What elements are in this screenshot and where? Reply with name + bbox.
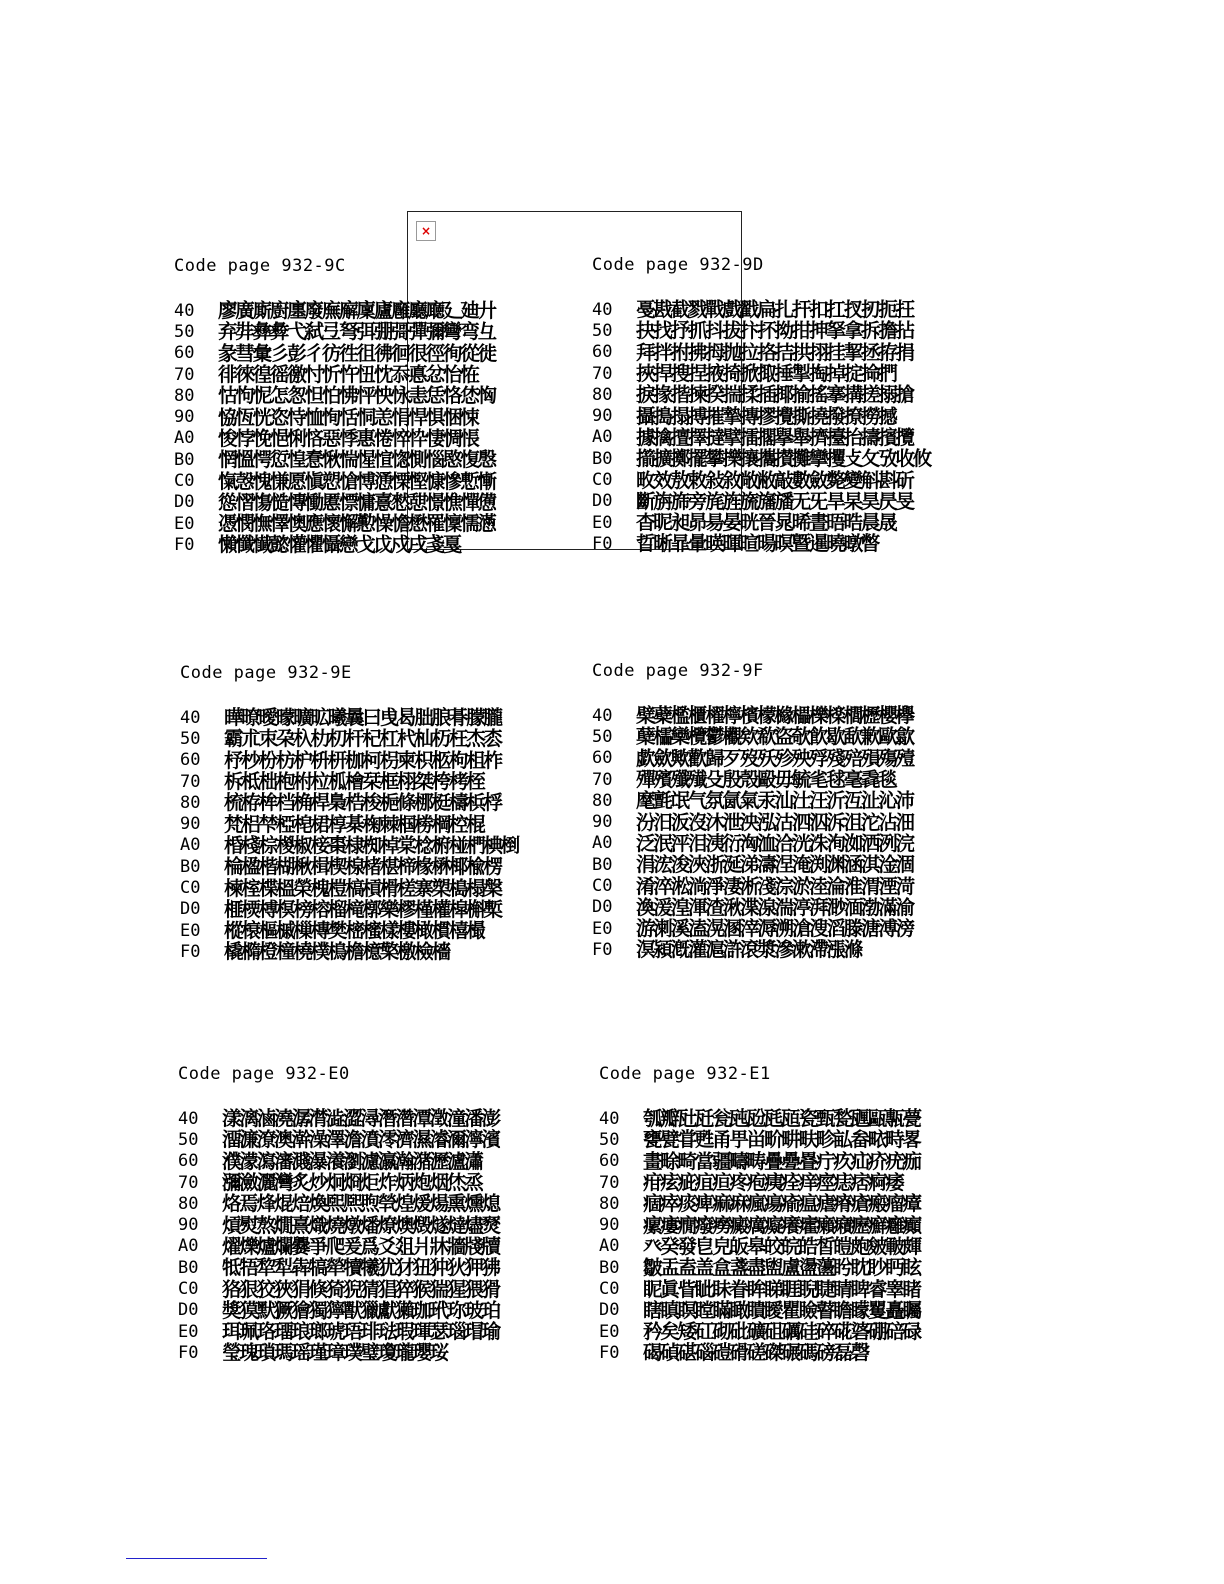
row-characters: 樅榱樞槭樔槫樊樒櫁樣樓橄樌橲樶 — [224, 919, 484, 943]
code-row — [180, 920, 580, 941]
code-row — [174, 406, 574, 427]
row-characters: 柝柢柮枹柎柆柧檜栞框栩桀桍栲桎 — [224, 770, 484, 794]
footnote-rule — [126, 1558, 267, 1559]
code-row — [592, 833, 992, 854]
row-code: A0 — [592, 833, 613, 854]
row-code: A0 — [592, 427, 613, 448]
row-characters: 斷旃旆旁旄旌旒旛旙无旡旱杲昊昃旻 — [636, 489, 913, 513]
code-row — [178, 1214, 578, 1235]
row-characters: 攝搗搨搏摧摯摶摎攪撕撓撥撩撈撼 — [636, 404, 896, 428]
code-row — [178, 1129, 578, 1150]
row-code: 40 — [174, 300, 195, 321]
code-row — [599, 1278, 999, 1299]
row-characters: 痼瘁痰痺痲痳瘋瘍瘉瘟瘧瘠瘡瘢瘤瘴 — [643, 1192, 920, 1216]
row-code: 60 — [592, 342, 613, 363]
row-code: A0 — [599, 1236, 620, 1257]
code-row — [592, 918, 992, 939]
row-characters: 疳痃疵疽疸疼疱痍痊痒痙痣痞痾痿 — [643, 1171, 903, 1195]
row-code: 90 — [178, 1215, 199, 1236]
row-code: F0 — [592, 533, 613, 554]
code-row — [592, 533, 992, 554]
row-code: 80 — [599, 1193, 620, 1214]
code-table-title: Code page 932-9F — [592, 661, 764, 681]
code-row — [592, 342, 992, 363]
code-row — [180, 728, 580, 749]
code-row — [592, 299, 992, 320]
broken-image-icon: × — [416, 221, 436, 241]
row-characters: 恊恆恍恣恃恤恂恬恫恙悁悍惧悃悚 — [218, 405, 478, 429]
code-row — [180, 813, 580, 834]
code-row — [592, 427, 992, 448]
code-row — [178, 1236, 578, 1257]
row-code: B0 — [180, 856, 201, 877]
row-code: 70 — [599, 1172, 620, 1193]
row-code: 90 — [180, 814, 201, 835]
row-characters: 徘徠徨徭徼忖忻忤忸忱忝悳忿怡恠 — [218, 363, 478, 387]
code-row — [178, 1321, 578, 1342]
code-row — [174, 343, 574, 364]
code-table-e1 — [599, 1064, 999, 1364]
code-row — [178, 1108, 578, 1129]
row-code: C0 — [180, 878, 201, 899]
row-characters: 惘慍愕愆惶惷愀惴惺愃愡惻惱愍愎慇 — [218, 448, 495, 472]
row-code: 80 — [592, 790, 613, 811]
row-code: B0 — [592, 854, 613, 875]
code-row — [599, 1321, 999, 1342]
code-table-title: Code page 932-9E — [180, 663, 352, 683]
row-characters: 晢晰暃暈暎暉暄暘暝曁暹曉暾暼 — [636, 532, 879, 556]
row-characters: 懶懺懴懿懽懼懾戀戈戉戍戌戔戛 — [218, 533, 461, 557]
row-characters: 杳昵昶昴昜晏晄晉晁晞晝晤晧晨晟 — [636, 511, 896, 535]
row-characters: 畋效敖敕敍敘敞敝敲數斂斃變斛斟斫 — [636, 468, 913, 492]
code-row — [180, 771, 580, 792]
row-code: 80 — [174, 385, 195, 406]
code-table-9c — [174, 256, 574, 556]
row-characters: 畫畭畸當疆疇畴疊疉疂疔疚疝疥疣痂 — [643, 1149, 920, 1173]
row-characters: 珥珮珞璢琅瑯琥珸琲琺瑕琿瑟瑙瑁瑜 — [222, 1320, 499, 1344]
row-characters: 燿爍爐爛爨爭爬爰爲爻爼爿牀牆牋牘 — [222, 1234, 499, 1258]
row-characters: 癶癸發皀皃皈皋皎皖皓皙皚皰皴皸皹 — [643, 1234, 920, 1258]
row-characters: 榧樮榑榠榜榕榴槞槨樂樛槿權槹槲槧 — [224, 897, 501, 921]
code-row — [180, 750, 580, 771]
row-characters: 拜拌拊拂拇抛拉挌拮拱挧挂挈拯拵捐 — [636, 340, 913, 364]
row-characters: 霸朮朿朶杁朸朷杆杞杠杙杣杤枉杰枩 — [224, 727, 501, 751]
row-characters: 廖廣廝廚廛廢廡廨廩廬廱廳廰廴廸廾 — [218, 299, 495, 323]
row-code: C0 — [592, 470, 613, 491]
row-characters: 熕熨熬燗熹熾燒燉燔燎燠燬燧燵燼燹 — [222, 1213, 499, 1237]
code-row — [180, 707, 580, 728]
row-characters: 瞎瞋瞑瞠瞞瞰瞶瞹瞿瞼瞽瞻矇矍矗矚 — [643, 1298, 920, 1322]
row-code: B0 — [174, 449, 195, 470]
row-characters: 渙湲湟渾渣湫渫湶湍渟湃渺湎渤滿渝 — [636, 895, 913, 919]
row-code: 70 — [592, 363, 613, 384]
code-row — [592, 875, 992, 896]
row-characters: 楝榁楪榲榮槐榿槁槓榾槎寨槊槝榻槃 — [224, 876, 501, 900]
row-code: 50 — [592, 726, 613, 747]
row-code: 80 — [178, 1193, 199, 1214]
code-row — [174, 513, 574, 534]
row-code: C0 — [174, 471, 195, 492]
row-characters: 悛悖悗悒悧悋惡悸惠惓悴忰悽惆悵 — [218, 426, 478, 450]
code-table-rows — [178, 1108, 578, 1364]
row-characters: 棔棧棕椶椒椄棗棣椥棹棠棯椨椪椚椣椡 — [224, 833, 519, 857]
row-code: 90 — [174, 407, 195, 428]
code-row — [592, 939, 992, 960]
row-characters: 據擒擅擇撻擘擂擱擧舉擠擡抬擣擯攬 — [636, 425, 913, 449]
code-table-title: Code page 932-9C — [174, 256, 346, 276]
row-characters: 愾愨愧慊愿愼愬愴愽慂慄慳慷慘慙慚 — [218, 469, 495, 493]
code-row — [180, 856, 580, 877]
code-row — [174, 534, 574, 555]
row-characters: 橇橢橙橦橈樸樢檐檍檠檄檢檣 — [224, 940, 449, 964]
row-code: 80 — [592, 384, 613, 405]
row-code: D0 — [599, 1300, 620, 1321]
row-code: B0 — [599, 1257, 620, 1278]
row-characters: 彖彗彙彡彭彳彷徃徂彿徊很徑徇從徙 — [218, 341, 495, 365]
row-code: D0 — [174, 492, 195, 513]
row-characters: 澑濂潦澳澣澡澤澹濆澪濟濕濬濔濘濱 — [222, 1128, 499, 1152]
row-code: D0 — [592, 897, 613, 918]
row-code: E0 — [599, 1321, 620, 1342]
code-row — [592, 448, 992, 469]
row-characters: 皺盂盍盖盒盞盡盥盧盪蘯盻眈眇眄眩 — [643, 1256, 920, 1280]
code-row — [592, 405, 992, 426]
code-row — [180, 835, 580, 856]
row-code: 90 — [599, 1215, 620, 1236]
code-row — [180, 792, 580, 813]
row-characters: 汾汨汳沒沐泄泱泓沽泗泅泝沮沱沾沺 — [636, 810, 913, 834]
code-table-title: Code page 932-9D — [592, 255, 764, 275]
code-row — [174, 492, 574, 513]
row-characters: 獎獏默獗獪獨獰獸獵獻獺珈玳珎玻珀 — [222, 1298, 499, 1322]
code-row — [592, 790, 992, 811]
row-characters: 濮濛瀉瀋濺瀑瀁瀏濾瀛瀚潴瀝瀘瀟 — [222, 1149, 482, 1173]
row-code: 70 — [174, 364, 195, 385]
row-code: 90 — [592, 812, 613, 833]
row-characters: 矜矣矮矼砌砒礦砠礪硅碎硴碆硼碚碌 — [643, 1320, 920, 1344]
row-code: 50 — [174, 321, 195, 342]
code-table-rows — [174, 300, 574, 556]
row-characters: 涓浤浚浹浙涎涕濤涅淹渕渊涵淇淦涸 — [636, 853, 913, 877]
row-code: 50 — [592, 320, 613, 341]
code-row — [599, 1300, 999, 1321]
row-code: 50 — [180, 728, 201, 749]
code-row — [599, 1108, 999, 1129]
row-characters: 瘰瘻癇癈癆癜癘癡癢癨癩癪癧癬癰癲 — [643, 1213, 920, 1237]
code-row — [599, 1172, 999, 1193]
row-code: 40 — [592, 705, 613, 726]
code-row — [592, 469, 992, 490]
code-table-title: Code page 932-E0 — [178, 1064, 350, 1084]
code-row — [178, 1257, 578, 1278]
row-characters: 曄暸曖曚曠昿曦曩曰曵曷朏朖朞朦朧 — [224, 706, 501, 730]
row-code: E0 — [592, 512, 613, 533]
code-row — [599, 1193, 999, 1214]
code-row — [174, 364, 574, 385]
code-table-rows — [599, 1108, 999, 1364]
row-characters: 檗蘗檻櫃櫂檸檳檬櫞櫑櫟檪櫚櫪櫻欅 — [636, 704, 913, 728]
code-row — [592, 512, 992, 533]
code-table-9e — [180, 663, 580, 963]
row-code: F0 — [174, 534, 195, 555]
code-row — [178, 1193, 578, 1214]
row-characters: 牴牾犂犁犇犒犖犢犧犹犲狃狆狄狎狒 — [222, 1256, 499, 1280]
row-code: A0 — [174, 428, 195, 449]
row-code: D0 — [180, 899, 201, 920]
code-row — [174, 449, 574, 470]
code-table-title: Code page 932-E1 — [599, 1064, 771, 1084]
code-row — [592, 769, 992, 790]
row-code: A0 — [178, 1236, 199, 1257]
code-row — [174, 385, 574, 406]
row-characters: 怙怐怩怎怱怛怕怫怦怏怺恚恁恪恷恟 — [218, 384, 495, 408]
code-table-rows — [180, 707, 580, 963]
row-code: E0 — [180, 920, 201, 941]
row-code: D0 — [592, 491, 613, 512]
code-row — [174, 300, 574, 321]
row-code: B0 — [178, 1257, 199, 1278]
row-code: 60 — [599, 1151, 620, 1172]
row-characters: 挾捍搜捏掖掎掀掫捶掣掏掉掟掵捫 — [636, 362, 896, 386]
code-row — [180, 899, 580, 920]
row-characters: 蘖櫺欒欖鬱欟欸欷盜欹飮歇歃歉歐歙 — [636, 725, 913, 749]
row-code: 50 — [178, 1129, 199, 1150]
code-row — [599, 1257, 999, 1278]
row-code: 90 — [592, 406, 613, 427]
row-code: 60 — [592, 748, 613, 769]
row-code: 50 — [599, 1129, 620, 1150]
code-row — [599, 1129, 999, 1150]
row-characters: 瑩瑰瑣瑪瑶瑾璋璞璧瓊瓏瓔珱 — [222, 1341, 447, 1365]
row-code: 40 — [599, 1108, 620, 1129]
row-code: 70 — [178, 1172, 199, 1193]
code-table-9d — [592, 255, 992, 555]
code-table-e0 — [178, 1064, 578, 1364]
row-code: 40 — [180, 707, 201, 728]
row-characters: 淆淬淞淌淨淒淅淺淙淤淕淪淮渭湮渮 — [636, 874, 913, 898]
row-characters: 殫殯殲殱殳殷殼毆毋毓毟毬毫毳毯 — [636, 768, 896, 792]
row-code: F0 — [592, 939, 613, 960]
row-characters: 梵梠梺椏梍桾椁棊椈棘椢椦棡椌棍 — [224, 812, 484, 836]
code-row — [592, 726, 992, 747]
code-table-rows — [592, 299, 992, 555]
code-row — [178, 1278, 578, 1299]
row-characters: 戞戡截戮戰戲戳扁扎扞扣扛扠扨扼抂 — [636, 298, 913, 322]
row-characters: 狢狠狡狹狷倏猗猊猜猖猝猴猯猩猥猾 — [222, 1277, 499, 1301]
row-characters: 杼杪枌枋枦枡枅枷柯枴柬枳柩枸柤柞 — [224, 748, 501, 772]
row-characters: 捩掾揩揀揆揣揉插揶揄搖搴搆搓搦搶 — [636, 383, 913, 407]
row-characters: 漾漓滷澆潺潸澁澀潯潛濳潭澂潼潘澎 — [222, 1107, 499, 1131]
code-row — [592, 320, 992, 341]
code-row — [599, 1151, 999, 1172]
row-characters: 抉找抒抓抖拔抃抔拗拑抻拏拿拆擔拈 — [636, 319, 913, 343]
code-row — [592, 705, 992, 726]
code-row — [178, 1342, 578, 1363]
row-characters: 溟潁漑灌滬滸滾漿滲漱滯漲滌 — [636, 938, 861, 962]
code-row — [592, 384, 992, 405]
row-characters: 甕甓甞甦甬甼畄畍畊畉畛畆畚畩畤畧 — [643, 1128, 920, 1152]
code-row — [592, 811, 992, 832]
code-row — [180, 877, 580, 898]
row-code: A0 — [180, 835, 201, 856]
row-code: 60 — [178, 1151, 199, 1172]
row-code: C0 — [599, 1279, 620, 1300]
row-characters: 憑憫憮懌懊應懷懈懃懆憺懋罹懍懦懣 — [218, 512, 495, 536]
row-characters: 瀰瀲灑灣炙炒炯烱炬炸炳炮烟烋烝 — [222, 1171, 482, 1195]
row-code: 60 — [174, 343, 195, 364]
code-row — [592, 897, 992, 918]
code-row — [592, 491, 992, 512]
code-table-9f — [592, 661, 992, 961]
code-row — [178, 1151, 578, 1172]
code-row — [592, 363, 992, 384]
row-code: F0 — [599, 1342, 620, 1363]
row-characters: 瓠瓣瓧瓩瓮瓲瓰瓱瓸瓷甄甃甅甌甎甍 — [643, 1107, 920, 1131]
row-characters: 擶擴擲擺攀擽攘攜攅攤攣攫攴攵攷收攸 — [636, 447, 931, 471]
code-row — [178, 1172, 578, 1193]
code-row — [174, 428, 574, 449]
row-code: 40 — [178, 1108, 199, 1129]
row-code: 70 — [592, 769, 613, 790]
code-row — [599, 1214, 999, 1235]
row-code: F0 — [180, 941, 201, 962]
row-characters: 游溂溪溘滉溷滓溽溯滄溲滔滕溏溥滂 — [636, 917, 913, 941]
code-row — [599, 1342, 999, 1363]
code-row — [592, 748, 992, 769]
row-characters: 麾氈氓气氛氤氣汞汕汢汪沂沍沚沁沛 — [636, 789, 913, 813]
code-row — [174, 321, 574, 342]
row-code: B0 — [592, 448, 613, 469]
row-code: F0 — [178, 1342, 199, 1363]
row-characters: 慫慴慯慥慱慟慝慓慵憙憖憇憬憔憚憊 — [218, 490, 495, 514]
row-code: 40 — [592, 299, 613, 320]
code-row — [180, 941, 580, 962]
row-code: E0 — [178, 1321, 199, 1342]
code-row — [178, 1300, 578, 1321]
row-characters: 烙焉烽焜焙煥煕熈煦煢煌煖煬熏燻熄 — [222, 1192, 499, 1216]
row-characters: 碣碵碪碯磑磆磋磔碾碼磅磊磬 — [643, 1341, 868, 1365]
row-code: 60 — [180, 750, 201, 771]
row-characters: 弃弉彝彜弋弑弖弩弭弸彁彈彌彎弯彑 — [218, 320, 495, 344]
row-characters: 歔歛歟歡歸歹歿殀殄殃殍殘殕殞殤殪 — [636, 746, 913, 770]
row-code: 70 — [180, 771, 201, 792]
row-code: 80 — [180, 792, 201, 813]
row-characters: 棆楹楷楜楸楫楔楾楮椹楴椽楙椰楡楞 — [224, 855, 501, 879]
row-code: E0 — [174, 513, 195, 534]
row-characters: 眤眞眥眦眛眷眸睇睚睨睫睛睥睿睾睹 — [643, 1277, 920, 1301]
row-code: C0 — [178, 1279, 199, 1300]
row-code: E0 — [592, 918, 613, 939]
row-characters: 梳栫桙档桷桿梟梏梭梔條梛梃檮梹桴 — [224, 791, 501, 815]
code-row — [592, 854, 992, 875]
code-row — [174, 470, 574, 491]
row-code: D0 — [178, 1300, 199, 1321]
code-row — [599, 1236, 999, 1257]
code-table-rows — [592, 705, 992, 961]
row-code: C0 — [592, 876, 613, 897]
row-characters: 泛泯泙泪洟衍洶洫洽洸洙洵洳洒洌浣 — [636, 831, 913, 855]
